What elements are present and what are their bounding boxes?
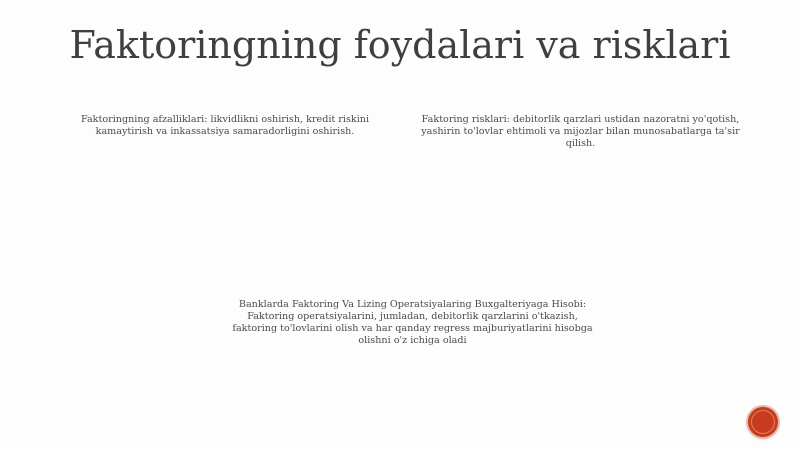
advantages-text: Faktoringning afzalliklari: likvidlikni oshirish, kredit riskini kamaytirish va inkassatsiya samaradorligini oshirish. (80, 114, 370, 137)
accounting-description-text: Banklarda Faktoring Va Lizing Operatsiyalaring Buxgalteriyaga Hisobi: Faktoring operatsiyalarini, jumladan, debitorlik qarzlarini o'tkazish, faktoring to'lovlarini olish va har qanday regress majburiyatlarini hisobga olishni o'z ichiga oladi (232, 299, 593, 346)
slide-title: Faktoringning foydalari va risklari (69, 23, 731, 67)
risks-text: Faktoring risklari: debitorlik qarzlari ustidan nazoratni yo'qotish, yashirin to'lovlar ehtimoli va mijozlar bilan munosabatlarga ta'sir qilish. (421, 114, 740, 149)
slide-nav-button[interactable] (748, 407, 778, 437)
